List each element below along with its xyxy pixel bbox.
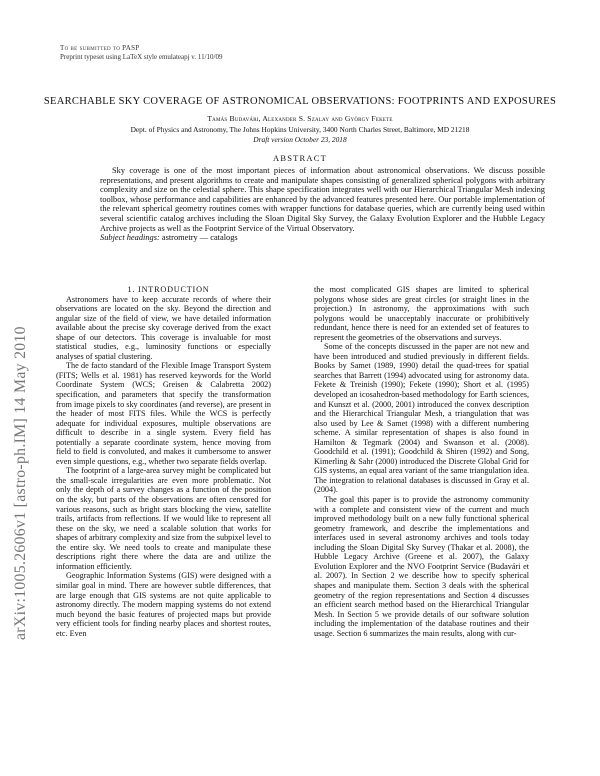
subject-headings-label: Subject headings: — [100, 233, 160, 243]
submission-note: To be submitted to PASP — [60, 44, 140, 52]
affiliation: Dept. of Physics and Astronomy, The Johns Hopkins University, 3400 North Charles Street, Baltimore, MD 21218 — [130, 125, 470, 134]
column-left — [56, 285, 271, 638]
draft-version: Draft version October 23, 2018 — [253, 135, 347, 144]
paragraph: Some of the concepts discussed in the paper are not new and have been introduced and studied previously in different fields. Books by Samet (1989, 1990) detail the quad-trees for spatial searches that Barrett (1994) advocated using for astronomy data. Fekete & Treinish (1990); Fekete (1990); Short et al. (1995) developed an icosahedron-based methodology for Earth sciences, and Kunszt et al. (2000, 2001) introduced the convex description and the Hierarchical Triangular Mesh, a triangulation that was also used by Lee & Samet (1998) with a different numbering scheme. A similar representation of shapes is also found in Hamilton & Tegmark (2004) and Swanson et al. (2008). Goodchild et al. (1991); Goodchild & Shiren (1992) and Song, Kimerling & Sahr (2000) introduced the Discrete Global Grid for GIS systems, an equal area variant of the same triangulation idea. The integration to relational databases is discussed in Gray et al. (2004). — [314, 342, 529, 495]
preprint-note: Preprint typeset using LaTeX style emulateapj v. 11/10/09 — [60, 53, 223, 61]
subject-headings-value: astrometry — catalogs — [161, 233, 238, 243]
paper-title: SEARCHABLE SKY COVERAGE OF ASTRONOMICAL OBSERVATIONS: FOOTPRINTS AND EXPOSURES — [43, 96, 557, 107]
preamble — [60, 44, 222, 62]
paragraph-continued: the most complicated GIS shapes are limited to spherical polygons whose sides are great circles (or straight lines in the projection.) In astronomy, the approximations with such polygons would be unacceptably inaccurate or prohibitively redundant, hence there is need for an extended set of features to represent the geometries of the observations and surveys. — [314, 285, 529, 342]
abstract-heading: ABSTRACT — [273, 153, 327, 163]
authors: Tamás Budavári, Alexander S. Szalay and György Fekete — [207, 114, 393, 123]
column-right — [314, 285, 529, 638]
abstract-text: Sky coverage is one of the most important pieces of information about astronomical observations. We discuss possible representations, and present algorithms to create and manipulate shapes consisting of generalized spherical polygons with arbitrary complexity and size on the celestial sphere. This shape specification integrates well with our Hierarchical Triangular Mesh indexing toolbox, whose performance and capabilities are enhanced by the advanced features presented here. Our portable implementation of the relevant spherical geometry routines comes with wrapper functions for database queries, which are currently being used within several scientific catalog archives including the Sloan Digital Sky Survey, the Galaxy Evolution Explorer and the Hubble Legacy Archive projects as well as the Footprint Service of the Virtual Observatory. — [100, 166, 545, 233]
section-heading-introduction: 1. INTRODUCTION — [127, 285, 210, 294]
paragraph: The goal this paper is to provide the astronomy community with a complete and consistent view of the current and much improved methodology built on a new fully functional spherical geometry framework, and describe the implementations and interfaces used in several astronomy archives and tools today including the Sloan Digital Sky Survey (Thakar et al. 2008), the Hubble Legacy Archive (Greene et al. 2007), the Galaxy Evolution Explorer and the NVO Footprint Service (Budavári et al. 2007). In Section 2 we describe how to specify spherical shapes and manipulate them. Section 3 deals with the spherical geometry of the region representations and Section 4 discusses an efficient search method based on the Hierarchical Triangular Mesh. In Section 5 we provide details of our software solution including the implementation of the database routines and their usage. Section 6 summarizes the main results, along with cur- — [314, 495, 529, 638]
paragraph: Geographic Information Systems (GIS) were designed with a similar goal in mind. There are however subtle differences, that are large enough that GIS systems are not quite applicable to astronomy directly. The modern mapping systems do not extend much beyond the basic features of projected maps but provide very efficient tools for finding nearby places and shortest routes, etc. Even — [56, 571, 271, 638]
abstract — [100, 166, 545, 243]
paragraph: Astronomers have to keep accurate records of where their observations are located on the sky. Beyond the direction and angular size of the field of view, we have detailed information available about the precise sky coverage derived from the exact shape of our detectors. This coverage is invaluable for most statistical studies, e.g., luminosity functions or especially analyses of spatial clustering. — [56, 294, 271, 361]
paragraph: The de facto standard of the Flexible Image Transport System (FITS; Wells et al. 1981) has reserved keywords for the World Coordinate System (WCS; Greisen & Calabretta 2002) specification, and parameters that specify the transformation from image pixels to sky coordinates (and reverse), are present in the header of most FITS files. While the WCS is perfectly adequate for individual exposures, multiple observations are difficult to describe in a single system. Every field has potentially a separate coordinate system, hence moving from field to field is convoluted, and makes it cumbersome to answer even simple questions, e.g., whether two separate fields overlap. — [56, 361, 271, 466]
arxiv-stamp — [12, 326, 34, 662]
arxiv-id: arXiv:1005.2606v1 [astro-ph.IM] 14 May 2010 — [12, 326, 29, 640]
subject-headings — [100, 233, 545, 243]
paragraph: The footprint of a large-area survey might be complicated but the small-scale irregularities are even more problematic. Not only the depth of a survey changes as a function of the position on the sky, but parts of the observations are often censored for various reasons, such as bright stars blocking the view, satellite trails, artifacts from reflections. If we would like to represent all these on the sky, we need a scalable solution that works for shapes of arbitrary complexity and size from the subpixel level to the entire sky. We need tools to create and manipulate these descriptions right there where the data are and utilize the information efficiently. — [56, 466, 271, 571]
